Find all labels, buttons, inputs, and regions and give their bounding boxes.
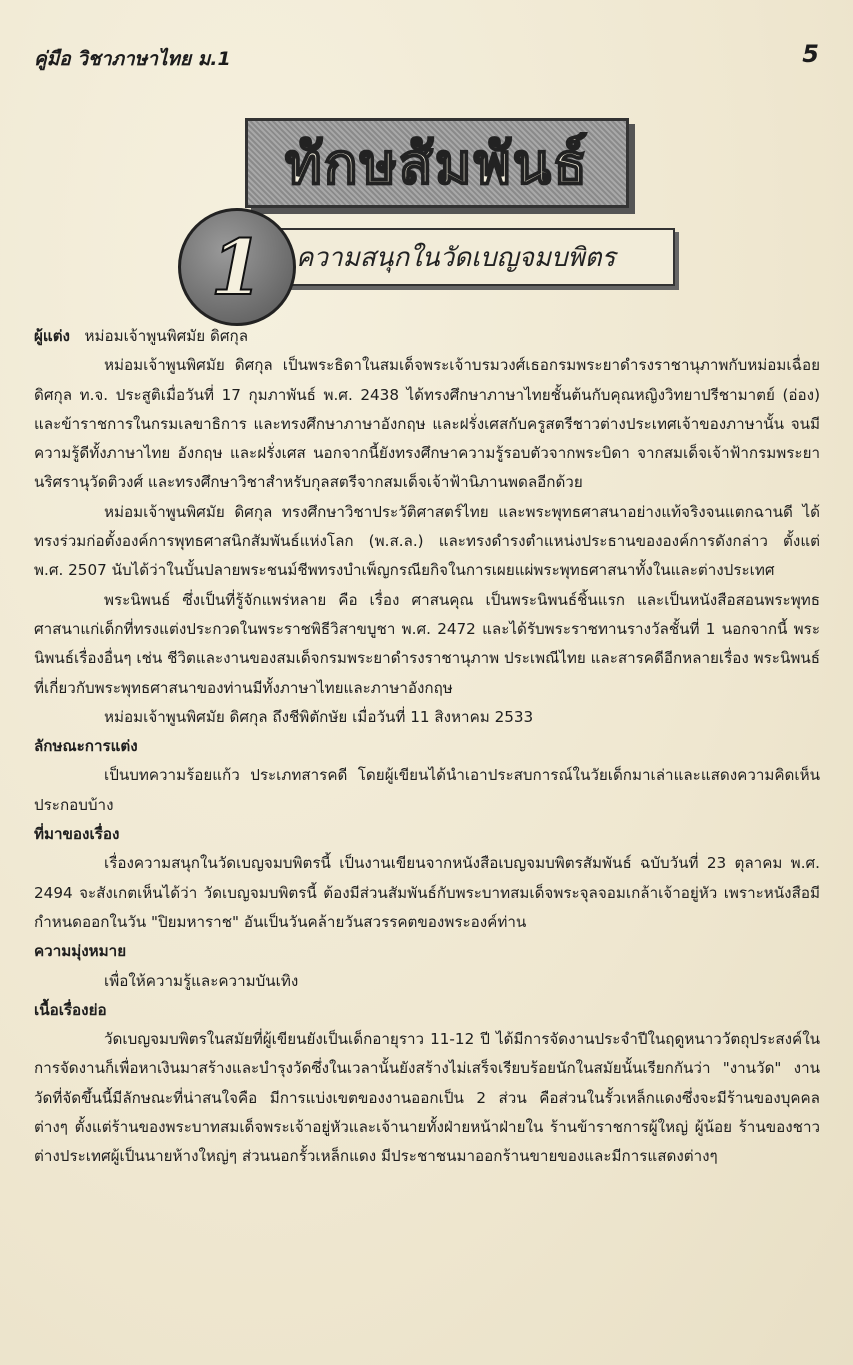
- summary-heading: เนื้อเรื่องย่อ: [34, 1000, 107, 1019]
- biography-paragraph-4: หม่อมเจ้าพูนพิศมัย ดิศกุล ถึงชีพิตักษัย เมื่อวันที่ 11 สิงหาคม 2533: [104, 707, 534, 726]
- page-header: [34, 40, 819, 76]
- chapter-number-badge: [178, 208, 296, 326]
- book-title: คู่มือ วิชาภาษาไทย ม.1: [34, 48, 231, 70]
- page-number: 5: [802, 40, 819, 68]
- summary-text: วัดเบญจมบพิตรในสมัยที่ผู้เขียนยังเป็นเด็กอายุราว 11-12 ปี ได้มีการจัดงานประจำปีในฤดูหนาววัตถุประสงค์ในการจัดงานก็เพื่อหาเงินมาสร้างและบำรุงวัดซึ่งในเวลานั้นยังสร้างไม่เสร็จเรียบร้อยนักในสมัยนั้นเรียกกันว่า "งานวัด" งานวัดที่จัดขึ้นนี้มีลักษณะที่น่าสนใจคือ มีการแบ่งเขตของงานออกเป็น 2 ส่วน คือส่วนในรั้วเหล็กแดงซึ่งจะมีร้านของบุคคลต่างๆ ตั้งแต่ร้านของพระบาทสมเด็จพระเจ้าอยู่หัวและเจ้านายทั้งฝ่ายหน้าฝ่ายใน ร้านข้าราชการผู้ใหญ่ ผู้น้อย ร้านของชาวต่างประเทศผู้เป็นนายห้างใหญ่ๆ ส่วนนอกรั้วเหล็กแดง มีประชาชนมาออกร้านขายของและมีการแสดงต่างๆ: [34, 1030, 820, 1166]
- origin-heading: ที่มาของเรื่อง: [34, 825, 120, 844]
- style-text: เป็นบทความร้อยแก้ว ประเภทสารคดี โดยผู้เขียนได้นำเอาประสบการณ์ในวัยเด็กมาเล่าและแสดงความคิดเห็นประกอบบ้าง: [34, 766, 820, 814]
- section-banner: [245, 118, 629, 208]
- origin-text: เรื่องความสนุกในวัดเบญจมบพิตรนี้ เป็นงานเขียนจากหนังสือเบญจมบพิตรสัมพันธ์ ฉบับวันที่ 23 ตุลาคม พ.ศ. 2494 จะสังเกตเห็นได้ว่า วัดเบญจมบพิตรนี้ ต้องมีส่วนสัมพันธ์กับพระบาทสมเด็จพระจุลจอมเกล้าเจ้าอยู่หัว เพราะหนังสือมีกำหนดออกในวัน "ปิยมหาราช" อันเป็นวันคล้ายวันสวรรคตของพระองค์ท่าน: [34, 854, 820, 931]
- chapter-title-box: [280, 228, 675, 286]
- style-heading: ลักษณะการแต่ง: [34, 737, 138, 756]
- purpose-text: เพื่อให้ความรู้และความบันเทิง: [104, 971, 299, 990]
- biography-paragraph-3: พระนิพนธ์ ซึ่งเป็นที่รู้จักแพร่หลาย คือ เรื่อง ศาสนคุณ เป็นพระนิพนธ์ชิ้นแรก และเป็นหนังสือสอนพระพุทธศาสนาแก่เด็กที่ทรงแต่งประกวดในพระราชพิธีวิสาขบูชา พ.ศ. 2472 และได้รับพระราชทานรางวัลชั้นที่ 1 นอกจากนี้ พระนิพนธ์เรื่องอื่นๆ เช่น ชีวิตและงานของสมเด็จกรมพระยาดำรงราชานุภาพ ประเพณีไทย และสารคดีอีกหลายเรื่อง พระนิพนธ์ที่เกี่ยวกับพระพุทธศาสนาของท่านมีทั้งภาษาไทยและภาษาอังกฤษ: [34, 590, 820, 697]
- purpose-heading: ความมุ่งหมาย: [34, 942, 127, 961]
- section-banner-title: ทักษสัมพันธ์: [284, 130, 590, 197]
- author-line: [34, 322, 820, 351]
- chapter-title: ความสนุกในวัดเบญจมบพิตร: [296, 242, 616, 273]
- biography-paragraph-1: หม่อมเจ้าพูนพิศมัย ดิศกุล เป็นพระธิดาในสมเด็จพระเจ้าบรมวงศ์เธอกรมพระยาดำรงราชานุภาพกับหม่อมเฉื่อย ดิศกุล ท.จ. ประสูติเมื่อวันที่ 17 กุมภาพันธ์ พ.ศ. 2438 ได้ทรงศึกษาภาษาไทยชั้นต้นกับคุณหญิงวิทยาปรีชามาตย์ (อ่อง) และข้าราชการในกรมเลขาธิการ และทรงศึกษาภาษาอังกฤษ และฝรั่งเศสกับครูสตรีชาวต่างประเทศเจ้าของภาษานั้น จนมีความรู้ดีทั้งภาษาไทย อังกฤษ และฝรั่งเศส นอกจากนี้ยังทรงศึกษาความรู้รอบตัวจากพระบิดา จากสมเด็จเจ้าฟ้ากรมพระยานริศรานุวัดติวงศ์ และทรงศึกษาวิชาสำหรับกุลสตรีจากสมเด็จเจ้าฟ้านิภานพดลอีกด้วย: [34, 356, 820, 492]
- biography-paragraph-2: หม่อมเจ้าพูนพิศมัย ดิศกุล ทรงศึกษาวิชาประวัติศาสตร์ไทย และพระพุทธศาสนาอย่างแท้จริงจนแตกฉานดี ได้ทรงร่วมก่อตั้งองค์การพุทธศาสนิกสัมพันธ์แห่งโลก (พ.ส.ล.) และทรงดำรงตำแหน่งประธานขององค์การดังกล่าว ตั้งแต่ พ.ศ. 2507 นับได้ว่าในบั้นปลายพระชนม์ชีพทรงบำเพ็ญกรณียกิจในการเผยแผ่พระพุทธศาสนาทั้งในและต่างประเทศ: [34, 502, 820, 580]
- author-name: หม่อมเจ้าพูนพิศมัย ดิศกุล: [84, 327, 249, 345]
- author-label: ผู้แต่ง: [34, 327, 70, 345]
- article-body: [34, 322, 820, 1172]
- chapter-number: 1: [210, 222, 264, 312]
